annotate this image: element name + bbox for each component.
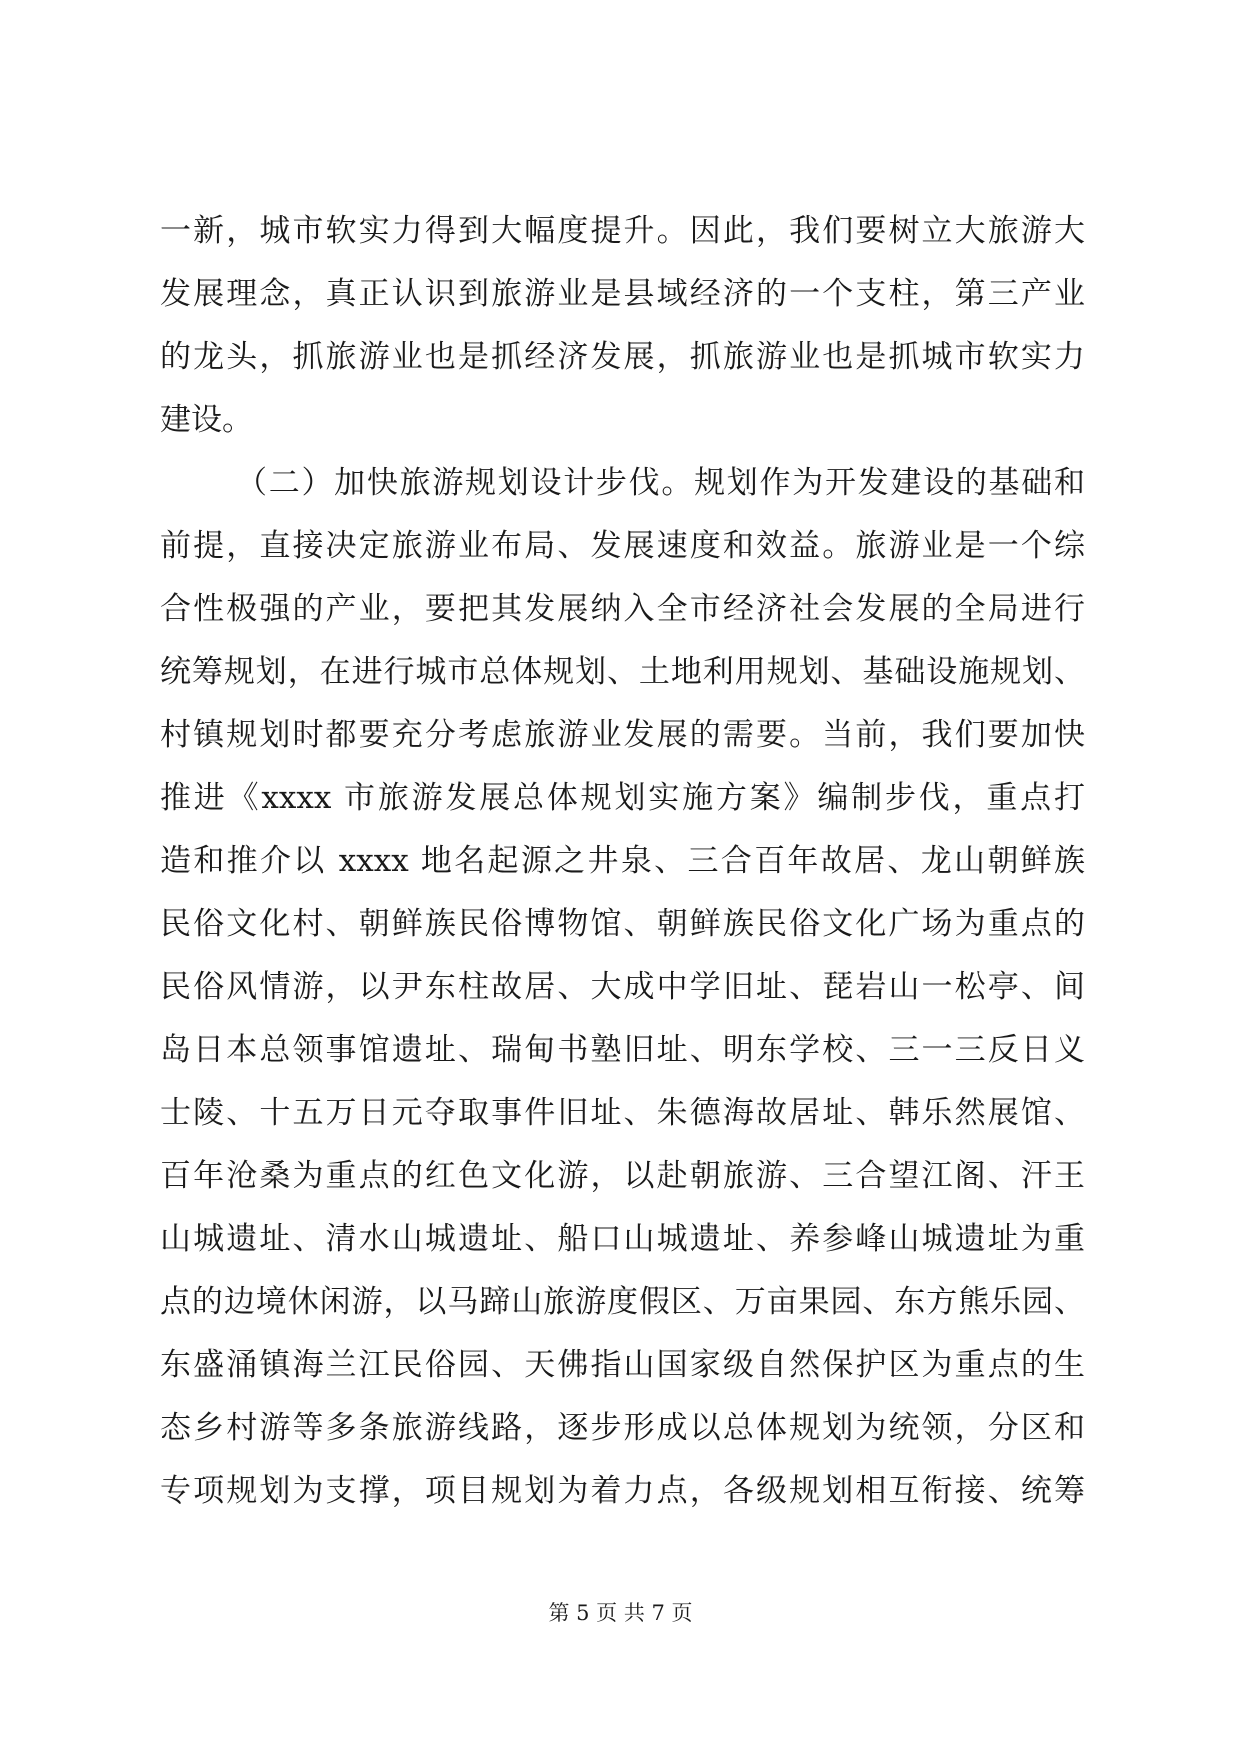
document-body	[160, 200, 1085, 1523]
text-line: 发展理念，真正认识到旅游业是县域经济的一个支柱，第三产业	[160, 276, 1085, 312]
text-line: 合性极强的产业，要把其发展纳入全市经济社会发展的全局进行	[160, 591, 1085, 627]
text-line: 岛日本总领事馆遗址、瑞甸书塾旧址、明东学校、三一三反日义	[160, 1032, 1085, 1068]
text-line: 专项规划为支撑，项目规划为着力点，各级规划相互衔接、统筹	[160, 1473, 1085, 1509]
text-line: 的龙头，抓旅游业也是抓经济发展，抓旅游业也是抓城市软实力	[160, 339, 1085, 375]
text-line: 一新，城市软实力得到大幅度提升。因此，我们要树立大旅游大	[160, 213, 1085, 249]
text-line: （二）加快旅游规划设计步伐。规划作为开发建设的基础和	[236, 465, 1085, 501]
text-line: 前提，直接决定旅游业布局、发展速度和效益。旅游业是一个综	[160, 528, 1085, 564]
text-line: 山城遗址、清水山城遗址、船口山城遗址、养参峰山城遗址为重	[160, 1221, 1085, 1257]
text-line: 民俗风情游，以尹东柱故居、大成中学旧址、琵岩山一松亭、间	[160, 969, 1085, 1005]
text-line: 村镇规划时都要充分考虑旅游业发展的需要。当前，我们要加快	[160, 717, 1085, 753]
page-number-footer: 第 5 页 共 7 页	[548, 1601, 693, 1625]
text-line: 造和推介以 xxxx 地名起源之井泉、三合百年故居、龙山朝鲜族	[160, 843, 1085, 879]
text-line: 推进《xxxx 市旅游发展总体规划实施方案》编制步伐，重点打	[160, 780, 1085, 816]
text-line: 点的边境休闲游，以马蹄山旅游度假区、万亩果园、东方熊乐园、	[160, 1284, 1085, 1320]
text-line: 建设。	[160, 402, 253, 438]
text-line: 百年沧桑为重点的红色文化游，以赴朝旅游、三合望江阁、汗王	[160, 1158, 1085, 1194]
paragraph-2	[160, 452, 1085, 1523]
text-line: 东盛涌镇海兰江民俗园、天佛指山国家级自然保护区为重点的生	[160, 1347, 1085, 1383]
text-line: 民俗文化村、朝鲜族民俗博物馆、朝鲜族民俗文化广场为重点的	[160, 906, 1085, 942]
paragraph-1	[160, 200, 1085, 452]
text-line: 统筹规划，在进行城市总体规划、土地利用规划、基础设施规划、	[160, 654, 1085, 690]
text-line: 士陵、十五万日元夺取事件旧址、朱德海故居址、韩乐然展馆、	[160, 1095, 1085, 1131]
text-line: 态乡村游等多条旅游线路，逐步形成以总体规划为统领，分区和	[160, 1410, 1085, 1446]
